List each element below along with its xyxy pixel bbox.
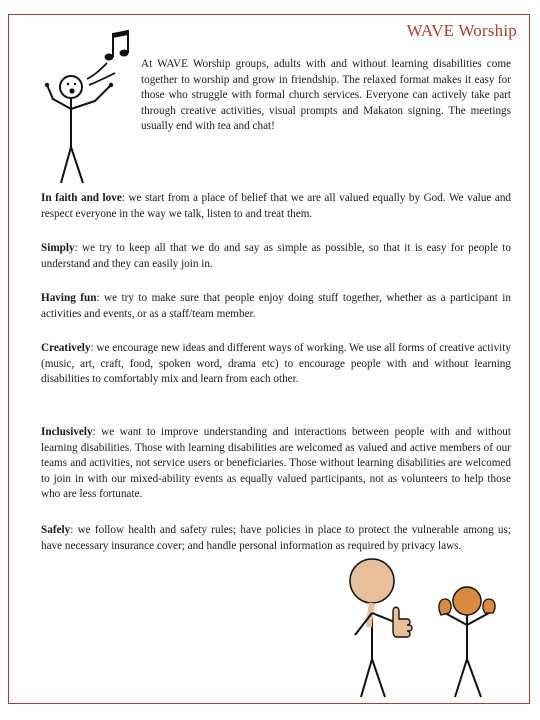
value-simply [41, 241, 511, 272]
waving-person-icon [439, 587, 495, 697]
value-heading: Inclusively [41, 426, 93, 438]
value-heading: Having fun [41, 292, 97, 304]
value-heading: Creatively [41, 342, 91, 354]
value-heading: In faith and love [41, 192, 122, 204]
page-title: WAVE Worship [406, 21, 517, 40]
value-heading: Simply [41, 242, 75, 254]
value-text: : we want to improve understanding and interactions between people with and without learning disabilities. Those with learning disabilities are welcomed as valued and active members of our teams and activities, not service users or beneficiaries. Those without learning disabilities are welcomed to join in with our mixed-ability events as equally valued participants, not as volunteers to help those who are less fortunate. [41, 426, 511, 500]
value-text: : we follow health and safety rules; have policies in place to protect the vulnerable among us; have necessary insurance cover; and handle personal information as required by privacy laws. [41, 524, 511, 552]
intro-paragraph: At WAVE Worship groups, adults with and without learning disabilities come together to worship and grow in friendship. The relaxed format makes it easy for those who struggle with formal church services. Everyone can actively take part through creative activities, visual prompts and Makaton signing. The meetings usually end with tea and chat! [141, 58, 511, 132]
value-heading: Safely [41, 524, 71, 536]
thumbs-up-person-icon [350, 559, 412, 697]
two-people-celebrating-icon [327, 551, 523, 701]
value-text: : we try to make sure that people enjoy doing stuff together, whether as a participant in activities and events, or as a staff/team member. [41, 292, 512, 320]
value-text: : we start from a place of belief that we are all valued equally by God. We value and respect everyone in the way we talk, listen to and treat them. [41, 192, 512, 220]
value-safely [41, 523, 511, 554]
value-creatively [41, 341, 511, 388]
value-having-fun [41, 291, 511, 322]
music-note-icon [105, 30, 129, 61]
value-inclusively [41, 425, 511, 503]
value-faith-and-love [41, 191, 511, 222]
singing-person-icon [31, 29, 141, 189]
value-text: : we try to keep all that we do and say as simple as possible, so that it is easy for people to understand and they can easily join in. [41, 242, 511, 270]
page-frame [8, 14, 530, 704]
value-text: : we encourage new ideas and different ways of working. We use all forms of creative activity (music, art, craft, food, spoken word, drama etc) to encourage people with and without learning disabilities to comfortably mix and learn from each other. [41, 342, 511, 385]
